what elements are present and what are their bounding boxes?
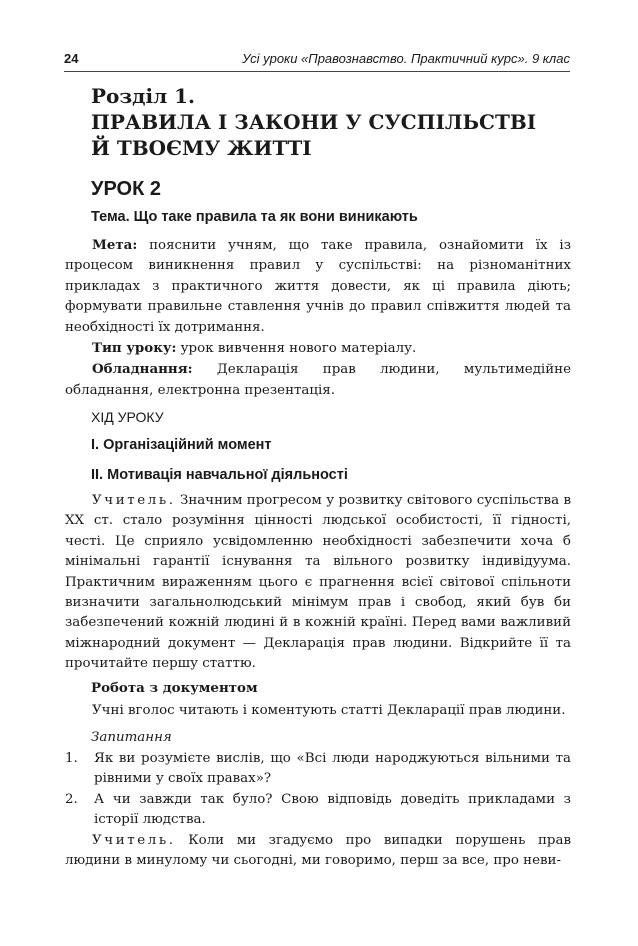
goal-label: Мета: xyxy=(92,237,138,253)
running-title: Усі уроки «Правознавство. Практичний курс». 9 клас xyxy=(242,51,570,66)
type-paragraph xyxy=(65,338,571,359)
equipment-label: Обладнання: xyxy=(92,361,193,378)
goal-text: пояснити учням, що таке правила, ознайомити їх із процесом виникнення правил у суспільстві: на різноманітних прикладах з практичного життя довести, як ці правила діють; формувати правильне ставлення учнів до правил співжиття людей та необхідності їх дотримання. xyxy=(65,238,571,335)
teacher-paragraph-2 xyxy=(65,831,571,872)
equipment-paragraph xyxy=(65,359,571,401)
questions-list xyxy=(65,749,571,831)
lesson-topic: Тема. Що таке правила та як вони виникають xyxy=(91,209,418,225)
section-number: Розділ 1. xyxy=(91,84,196,108)
work-heading: Робота з документом xyxy=(91,680,258,696)
question-number: 2. xyxy=(65,791,78,807)
stage-1-heading: I. Організаційний момент xyxy=(91,437,272,453)
work-text: Учні вголос читають і коментують статті Декларації прав людини. xyxy=(92,703,566,718)
section-title-line-2: Й ТВОЄМУ ЖИТТІ xyxy=(91,136,312,160)
type-text: урок вивчення нового матеріалу. xyxy=(176,341,417,357)
course-heading: ХІД УРОКУ xyxy=(91,409,164,425)
type-label: Тип уроку: xyxy=(92,340,177,357)
goal-paragraph xyxy=(65,235,571,338)
paragraph-2-text: Коли ми згадуємо про випадки порушень прав людини в минулому чи сьогодні, ми говоримо, перш за все, про неви- xyxy=(65,833,571,869)
teacher-label: Учитель. xyxy=(92,833,176,848)
question-item xyxy=(65,790,571,831)
lesson-meta xyxy=(65,235,571,401)
paragraph-1-text: Значним прогресом у розвитку світового суспільства в XX ст. стало розуміння цінності людської особистості, її гідності, честі. Це сприяло усвідомленню необхідності забезпечити хоча б мінімальні гарантії існування та вільного розвитку індивідуума. Практичним вираженням цього є прагнення всієї світової спільноти визначити загальнолюдський мінімум прав і свобод, який був би забезпечений кожній людині й в кожній країні. Перед вами важливий міжнародний документ — Декларація прав людини. Відкрийте її та прочитайте першу статтю. xyxy=(65,493,571,672)
teacher-paragraph-1 xyxy=(65,491,571,675)
lesson-title: УРОК 2 xyxy=(91,178,161,200)
section-title-line-1: ПРАВИЛА І ЗАКОНИ У СУСПІЛЬСТВІ xyxy=(91,110,537,134)
equipment-text: Декларація прав людини, мультимедійне обладнання, електронна презентація. xyxy=(65,362,571,398)
work-paragraph xyxy=(65,701,571,721)
question-text: А чи завжди так було? Свою відповідь доведіть прикладами з історії людства. xyxy=(94,791,571,828)
questions-heading: Запитання xyxy=(91,730,172,745)
stage-2-heading: II. Мотивація навчальної діяльності xyxy=(91,467,348,483)
question-item xyxy=(65,749,571,790)
question-text: Як ви розумієте вислів, що «Всі люди народжуються вільними та рівними у своїх правах»? xyxy=(94,751,571,787)
section-heading xyxy=(91,83,571,161)
page-number: 24 xyxy=(64,51,79,66)
question-number: 1. xyxy=(65,751,78,766)
teacher-label: Учитель. xyxy=(92,493,176,508)
running-header xyxy=(64,47,570,72)
